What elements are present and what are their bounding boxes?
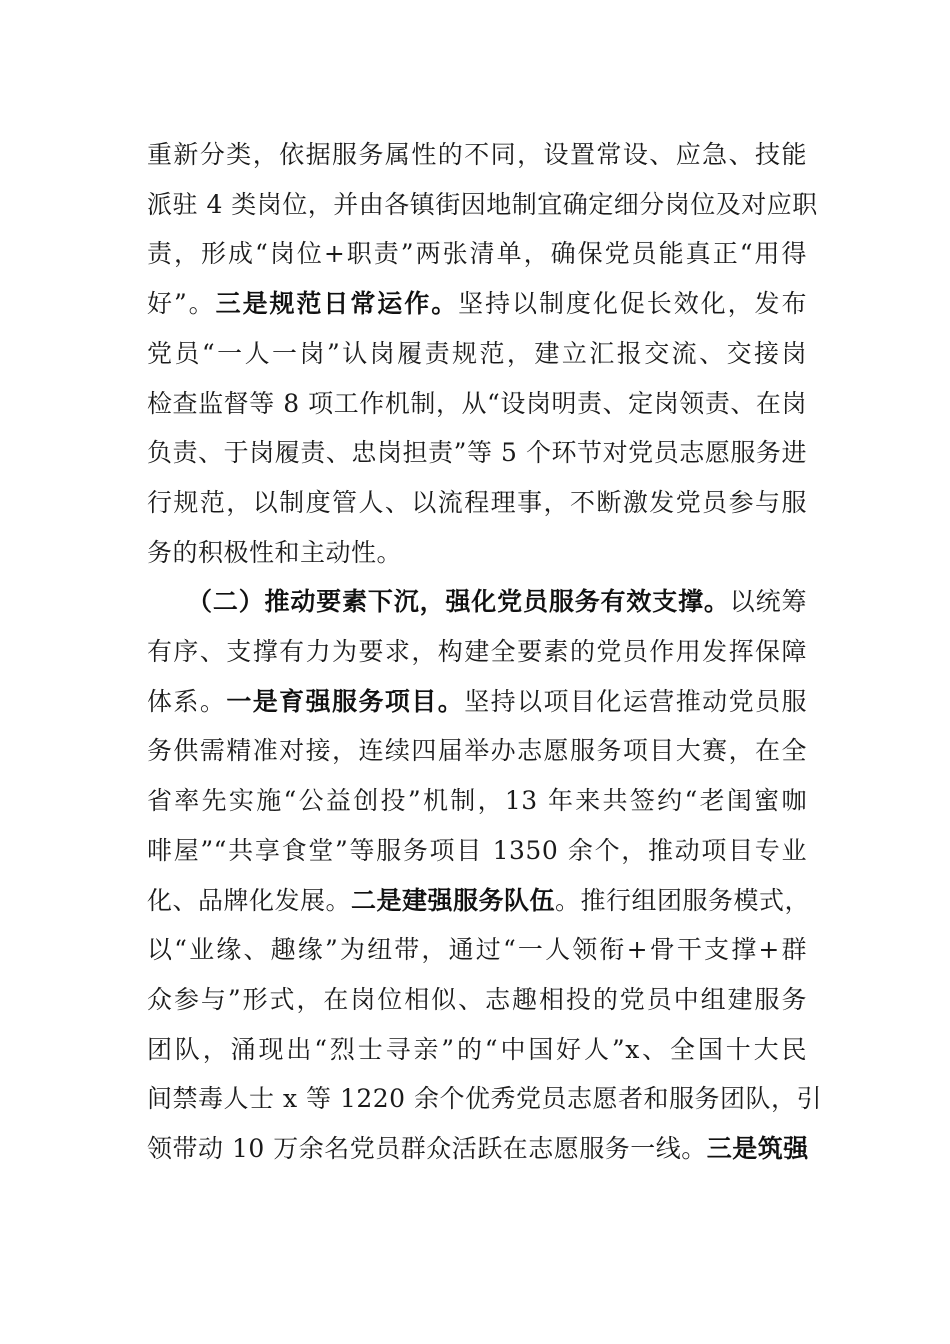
body-text: 务的积极性和主动性。 [147,537,403,567]
text-line [147,876,811,926]
text-line [147,1124,807,1174]
body-text: 体系。 [147,686,227,716]
body-text: 以统筹 [729,587,807,617]
text-line [147,478,807,528]
bold-heading-text: 三是规范日常运作。 [215,289,459,319]
body-text: 啡屋”“共享食堂”等服务项目 1350 余个，推动项目专业 [147,835,807,865]
text-line [147,677,807,727]
bold-heading-text: 一是育强服务项目。 [226,686,465,716]
bold-heading-text: （二）推动要素下沉，强化党员服务有效支撑。 [187,587,730,617]
body-text: 。推行组团服务模式， [555,885,811,915]
bold-heading-text: 三是筑强 [706,1134,809,1163]
body-text: 务供需精准对接，连续四届举办志愿服务项目大赛，在全 [147,736,807,766]
body-text: 重新分类，依据服务属性的不同，设置常设、应急、技能 [147,140,807,169]
body-text: 以“业缘、趣缘”为纽带，通过“一人领衔+骨干支撑+群 [147,935,807,965]
body-text: 有序、支撑有力为要求，构建全要素的党员作用发挥保障 [147,637,807,666]
body-text: 负责、于岗履责、忠岗担责”等 5 个环节对党员志愿服务进 [147,438,807,468]
body-text: 好”。 [147,289,216,319]
body-text: 团队，涌现出“烈士寻亲”的“中国好人”x、全国十大民 [147,1034,807,1064]
text-line [147,329,807,379]
body-text: 党员“一人一岗”认岗履责规范，建立汇报交流、交接岗 [147,338,807,368]
text-line [147,726,807,776]
text-line [147,428,807,478]
text-line [147,180,818,230]
body-text: 领带动 10 万余名党员群众活跃在志愿服务一线。 [147,1134,707,1163]
body-text: 检查监督等 8 项工作机制，从“设岗明责、定岗领责、在岗 [147,388,807,418]
text-line [147,528,807,578]
text-line [147,627,807,677]
text-line [147,826,807,876]
bold-heading-text: 二是建强服务队伍 [351,885,556,915]
body-text: 间禁毒人士 x 等 1220 余个优秀党员志愿者和服务团队，引 [147,1084,823,1114]
text-line [147,1025,807,1075]
body-text: 行规范，以制度管人、以流程理事，不断激发党员参与服 [147,487,807,517]
text-line [147,776,807,826]
body-text: 众参与”形式，在岗位相似、志趣相投的党员中组建服务 [147,984,807,1014]
text-line [187,577,807,627]
text-line [147,379,807,429]
body-text: 坚持以项目化运营推动党员服 [464,686,807,716]
text-line [147,925,807,975]
body-text: 化、品牌化发展。 [147,885,352,915]
text-line [147,279,807,329]
text-line [147,975,807,1025]
body-text: 省率先实施“公益创投”机制，13 年来共签约“老闺蜜咖 [147,786,807,816]
body-text: 派驻 4 类岗位，并由各镇街因地制宜确定细分岗位及对应职 [147,189,818,219]
body-text: 责，形成“岗位+职责”两张清单，确保党员能真正“用得 [147,239,807,269]
text-line [147,229,807,279]
text-line [147,130,807,180]
body-text: 坚持以制度化促长效化，发布 [458,289,807,319]
text-line [147,1074,823,1124]
